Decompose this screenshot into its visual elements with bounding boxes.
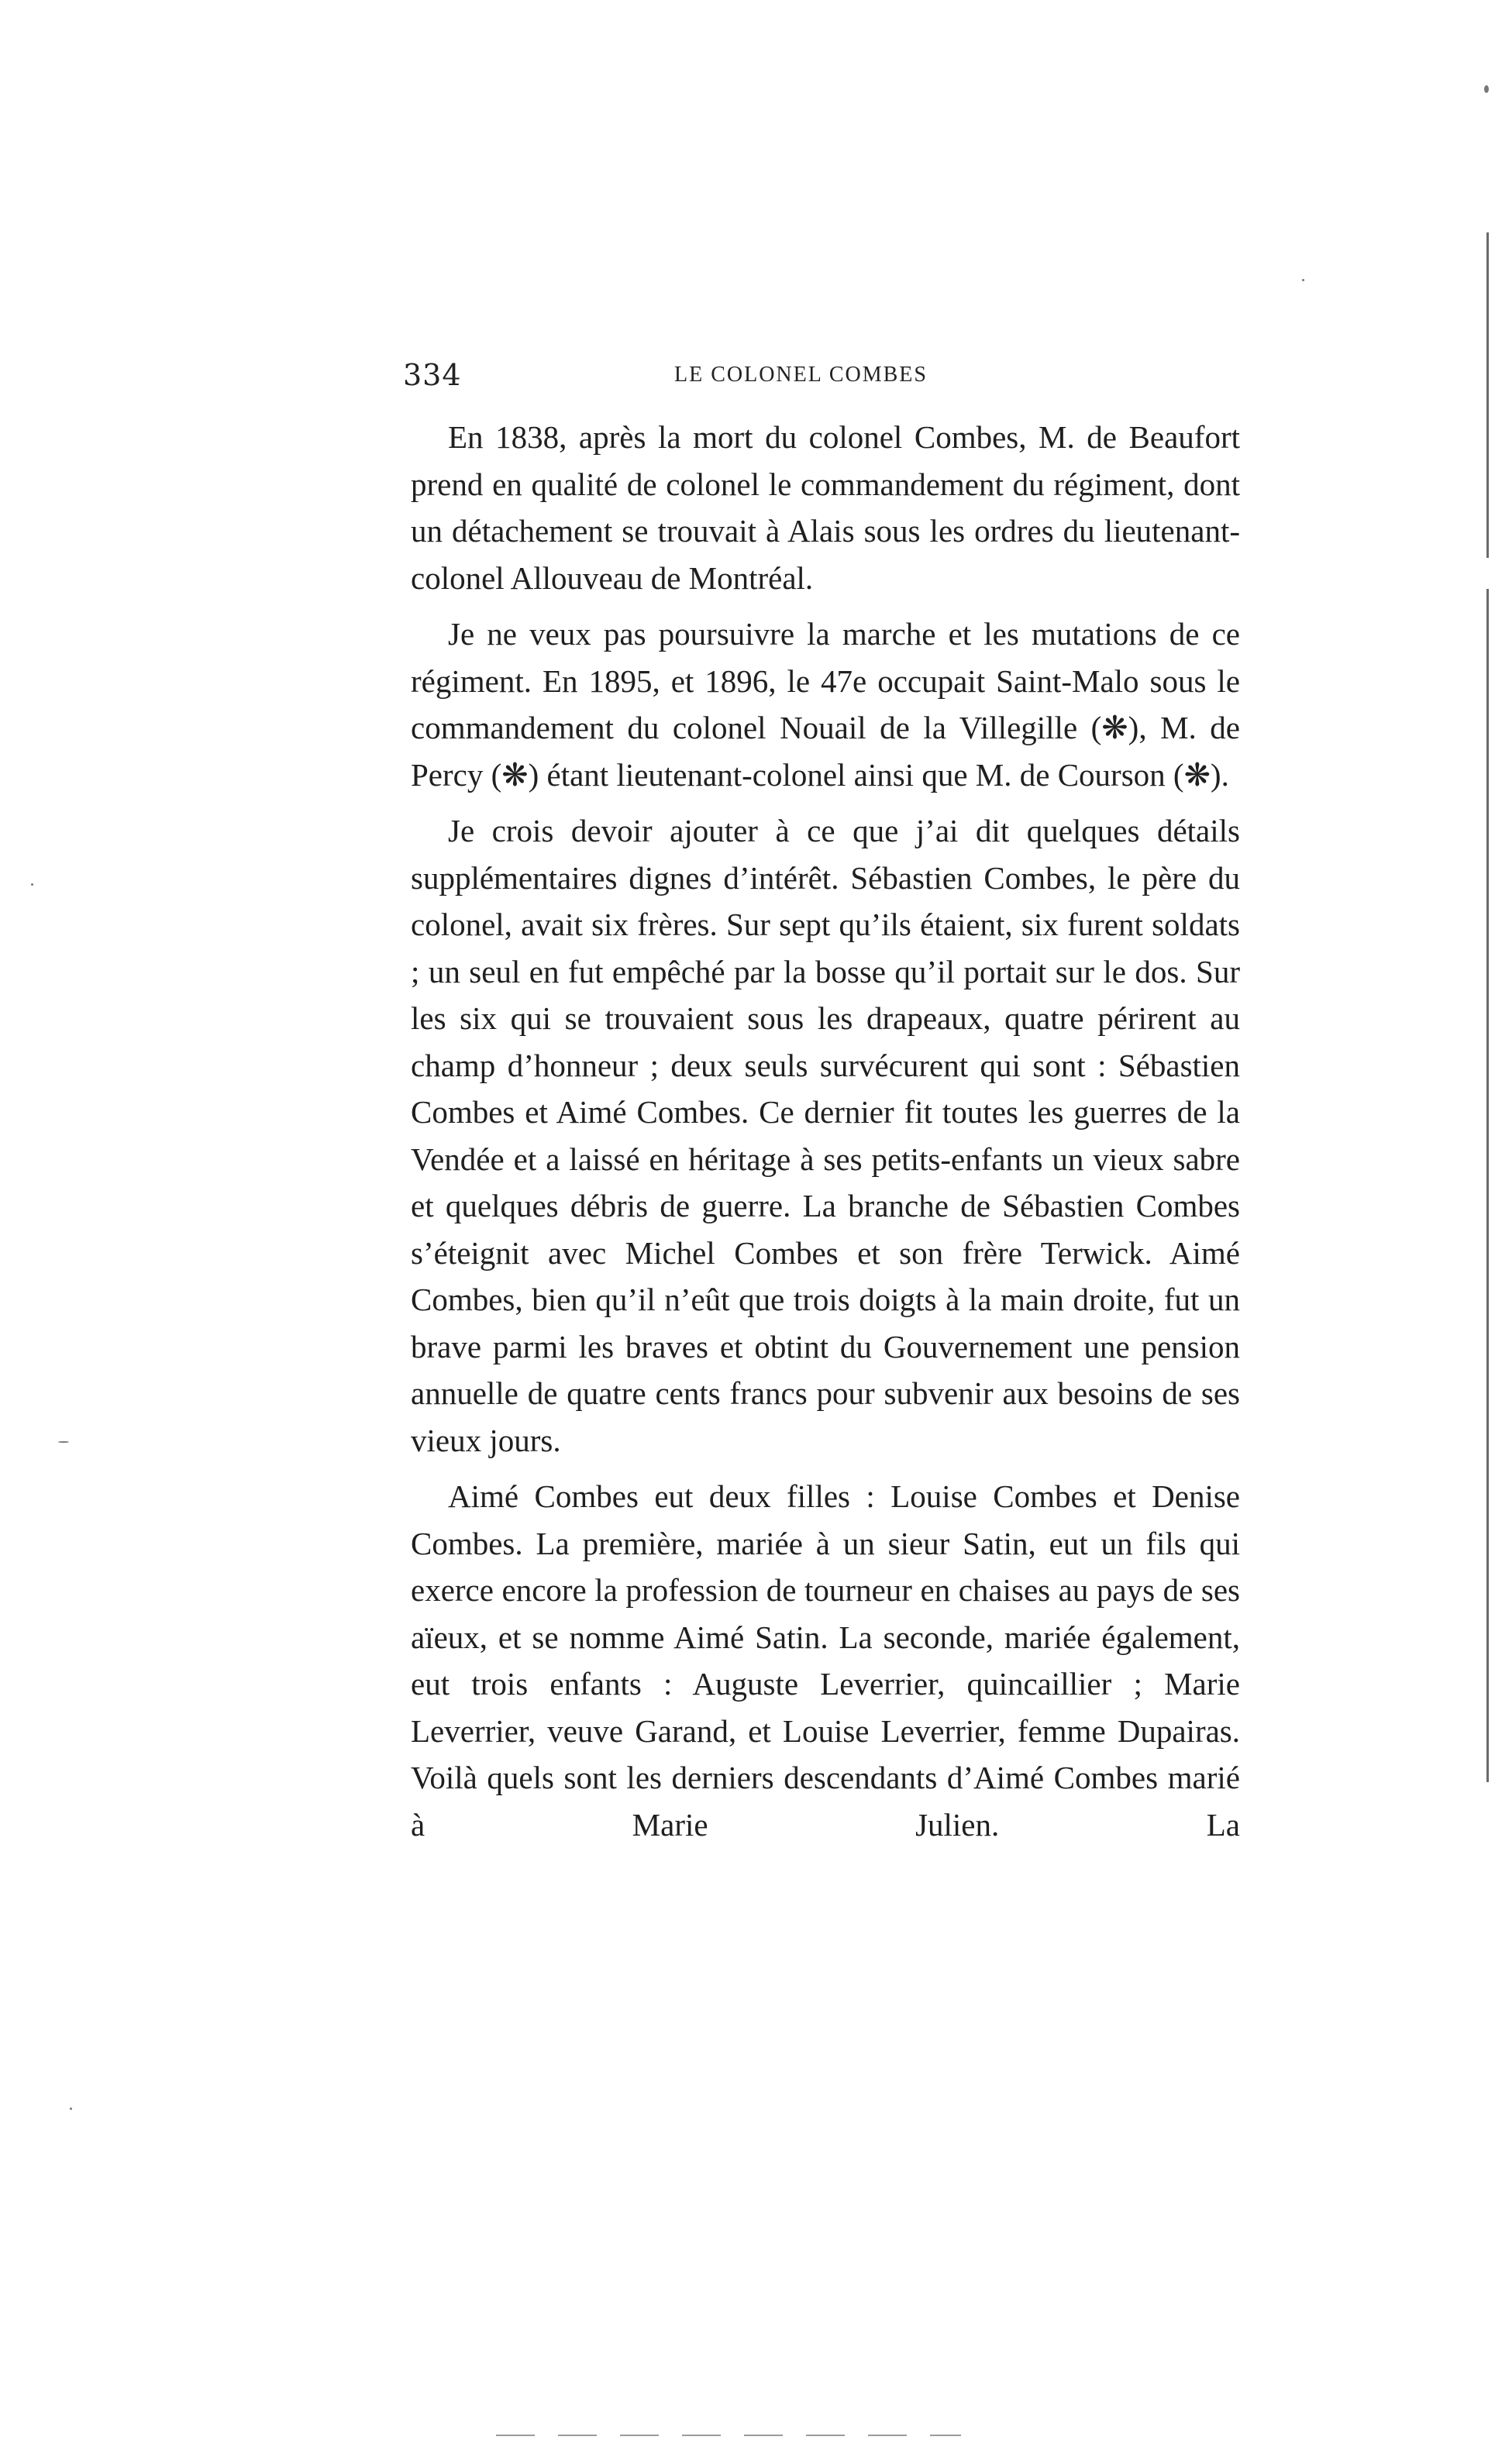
page-header <box>403 358 1240 397</box>
scan-speck <box>70 2108 72 2110</box>
page-number: 334 <box>403 358 462 392</box>
paragraph-3: Je crois devoir ajouter à ce que j’ai dit quelques détails supplémentaires dignes d’intérêt. Sébastien Combes, le père du colonel, avait six frères. Sur sept qu’ils étaient, six furent soldats ; un seul en fut empêché par la bosse qu’il portait sur le dos. Sur les six qui se trouvaient sous les drapeaux, quatre périrent au champ d’honneur ; deux seuls survécurent qui sont : Sébastien Combes et Aimé Combes. Ce dernier fit toutes les guerres de la Vendée et a laissé en héritage à ses petits-enfants un vieux sabre et quelques débris de guerre. La branche de Sébastien Combes s’éteignit avec Michel Combes et son frère Terwick. Aimé Combes, bien qu’il n’eût que trois doigts à la main droite, fut un brave parmi les braves et obtint du Gouvernement une pension annuelle de quatre cents francs pour subvenir aux besoins de ses vieux jours. <box>411 813 1240 1458</box>
scan-speck <box>1302 279 1304 281</box>
scan-edge-line <box>1486 232 1489 558</box>
running-title: LE COLONEL COMBES <box>674 363 928 387</box>
paragraph-2: Je ne veux pas poursuivre la marche et les mutations de ce régiment. En 1895, et 1896, le 47e occupait Saint-Malo sous le commandement du colonel Nouail de la Villegille (❋), M. de Percy (❋) étant lieutenant-colonel ainsi que M. de Courson (❋). <box>411 616 1240 793</box>
scan-speck <box>31 883 33 886</box>
scan-bottom-mark <box>496 2435 961 2436</box>
scan-edge-line <box>1486 589 1489 1782</box>
body-text <box>411 414 1240 1857</box>
scan-speck <box>1484 85 1489 93</box>
paragraph-4: Aimé Combes eut deux filles : Louise Combes et Denise Combes. La première, mariée à un sieur Satin, eut un fils qui exerce encore la profession de tourneur en chaises au pays de ses aïeux, et se nomme Aimé Satin. La seconde, mariée également, eut trois enfants : Auguste Leverrier, quincaillier ; Marie Leverrier, veuve Garand, et Louise Leverrier, femme Dupairas. Voilà quels sont les derniers descendants d’Aimé Combes marié à Marie Julien. La <box>411 1478 1240 1843</box>
paragraph-1: En 1838, après la mort du colonel Combes, M. de Beaufort prend en qualité de colonel le commandement du régiment, dont un détachement se trouvait à Alais sous les ordres du lieutenant-colonel Allouveau de Montréal. <box>411 419 1240 596</box>
scan-speck <box>58 1441 69 1443</box>
